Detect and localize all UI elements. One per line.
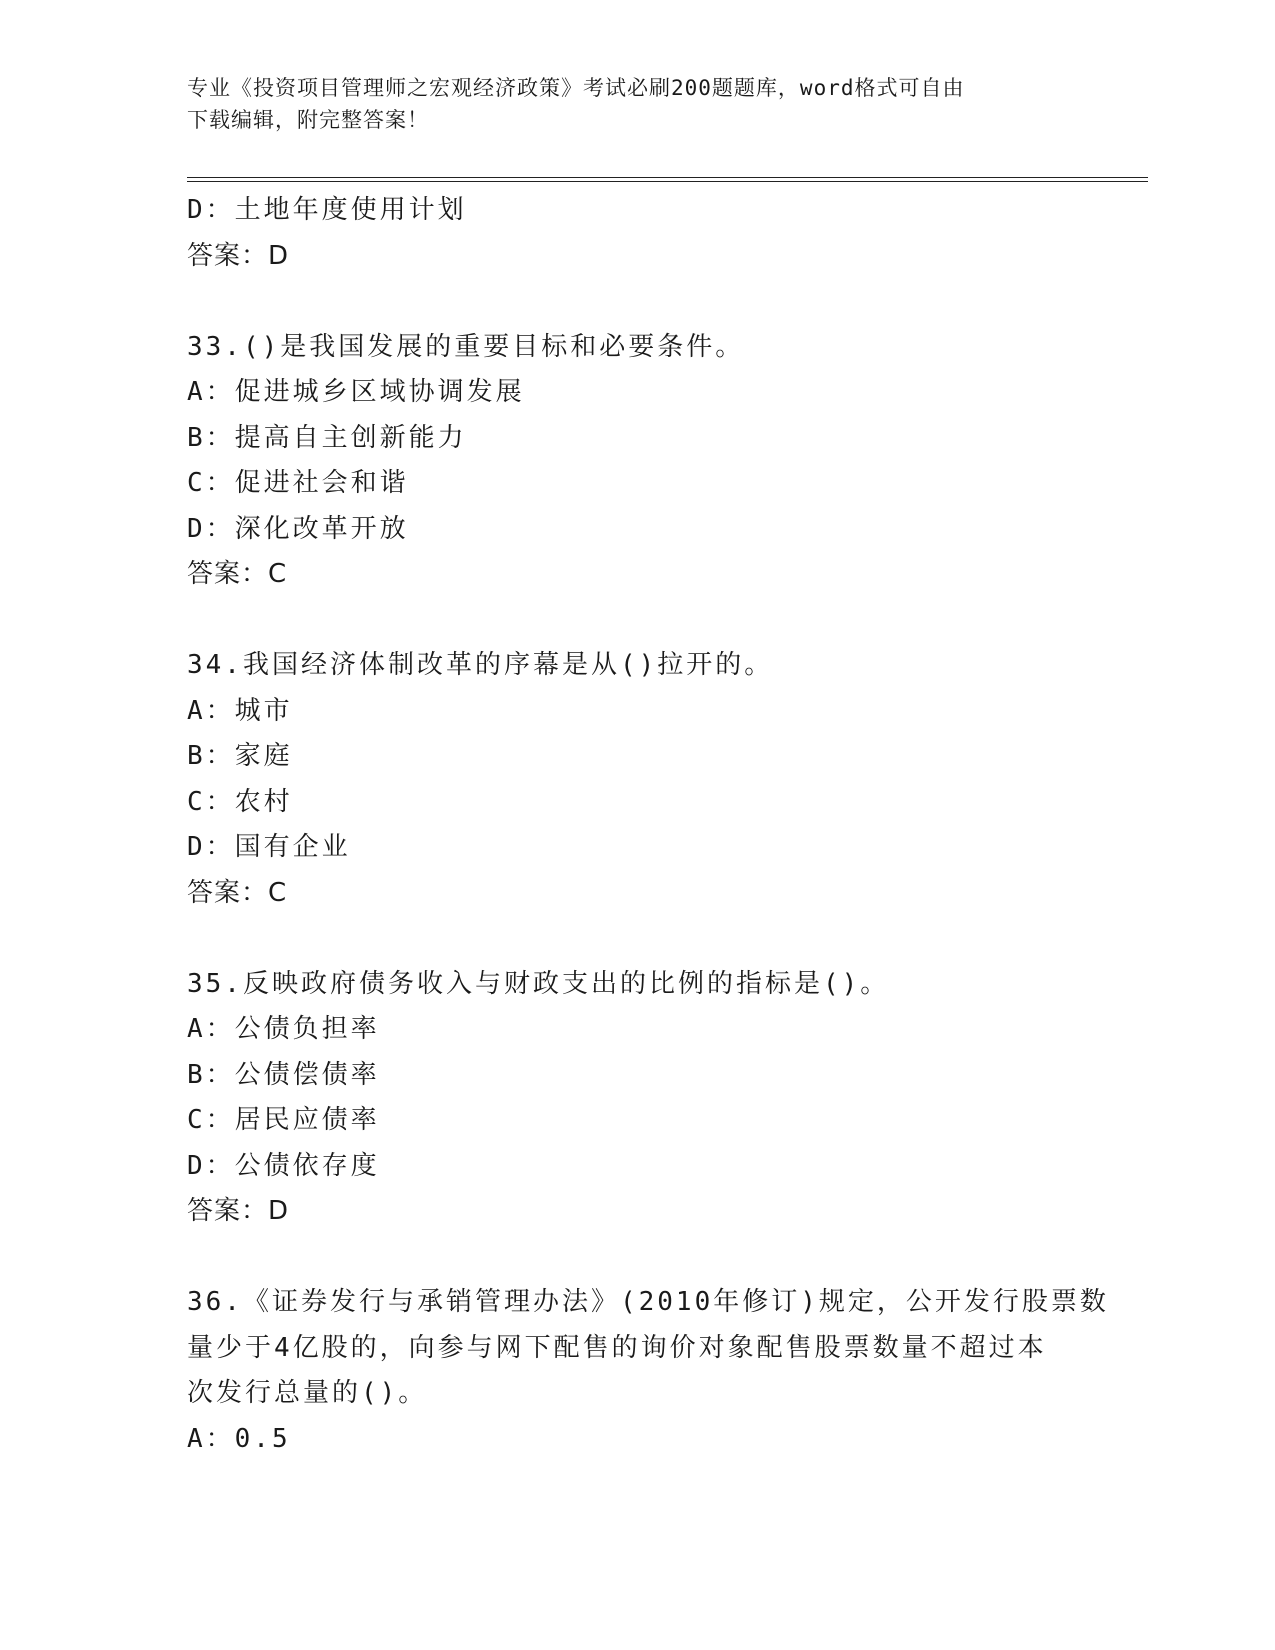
q34-stem: 34.我国经济体制改革的序幕是从()拉开的。 <box>187 650 774 680</box>
q33-option-d: D：深化改革开放 <box>187 513 409 544</box>
q32-option-d: D：土地年度使用计划 <box>187 195 467 225</box>
q33-option-c: C：促进社会和谐 <box>187 468 409 498</box>
q36-stem-line-3: 次发行总量的()。 <box>187 1378 428 1408</box>
q34-answer: 答案：C <box>187 877 288 908</box>
question-list <box>187 188 1109 1462</box>
q36-stem-line-1: 36.《证券发行与承销管理办法》(2010年修订)规定，公开发行股票数 <box>187 1287 1109 1317</box>
spacer <box>187 916 1087 962</box>
header-divider-top <box>187 177 1148 178</box>
q35-option-c: C：居民应债率 <box>187 1105 380 1135</box>
q33-answer: 答案：C <box>187 559 288 589</box>
q35-option-a: A：公债负担率 <box>187 1014 380 1044</box>
header-line-2: 下载编辑，附完整答案！ <box>187 108 429 132</box>
q34-option-d: D：国有企业 <box>187 832 351 862</box>
q34-option-a: A：城市 <box>187 695 293 726</box>
q33-option-b: B：提高自主创新能力 <box>187 422 467 453</box>
q36-option-a: A：0.5 <box>187 1423 291 1454</box>
q35-option-d: D：公债依存度 <box>187 1150 380 1181</box>
q33-option-a: A：促进城乡区域协调发展 <box>187 377 525 407</box>
q34-option-b: B：家庭 <box>187 741 293 771</box>
spacer <box>187 1235 1087 1281</box>
spacer <box>187 598 1087 644</box>
q33-stem: 33.()是我国发展的重要目标和必要条件。 <box>187 331 745 362</box>
q35-answer: 答案：D <box>187 1196 290 1226</box>
spacer <box>187 279 1087 325</box>
header-divider-bottom <box>187 181 1148 182</box>
q32-answer: 答案：D <box>187 240 290 271</box>
q36-stem <box>187 1280 1109 1417</box>
q35-option-b: B：公债偿债率 <box>187 1059 380 1090</box>
q34-option-c: C：农村 <box>187 786 293 817</box>
document-header <box>187 72 1067 136</box>
header-line-1: 专业《投资项目管理师之宏观经济政策》考试必刷200题题库，word格式可自由 <box>187 76 965 100</box>
q35-stem: 35.反映政府债务收入与财政支出的比例的指标是()。 <box>187 968 890 999</box>
q36-stem-line-2: 量少于4亿股的，向参与网下配售的询价对象配售股票数量不超过本 <box>187 1332 1047 1363</box>
